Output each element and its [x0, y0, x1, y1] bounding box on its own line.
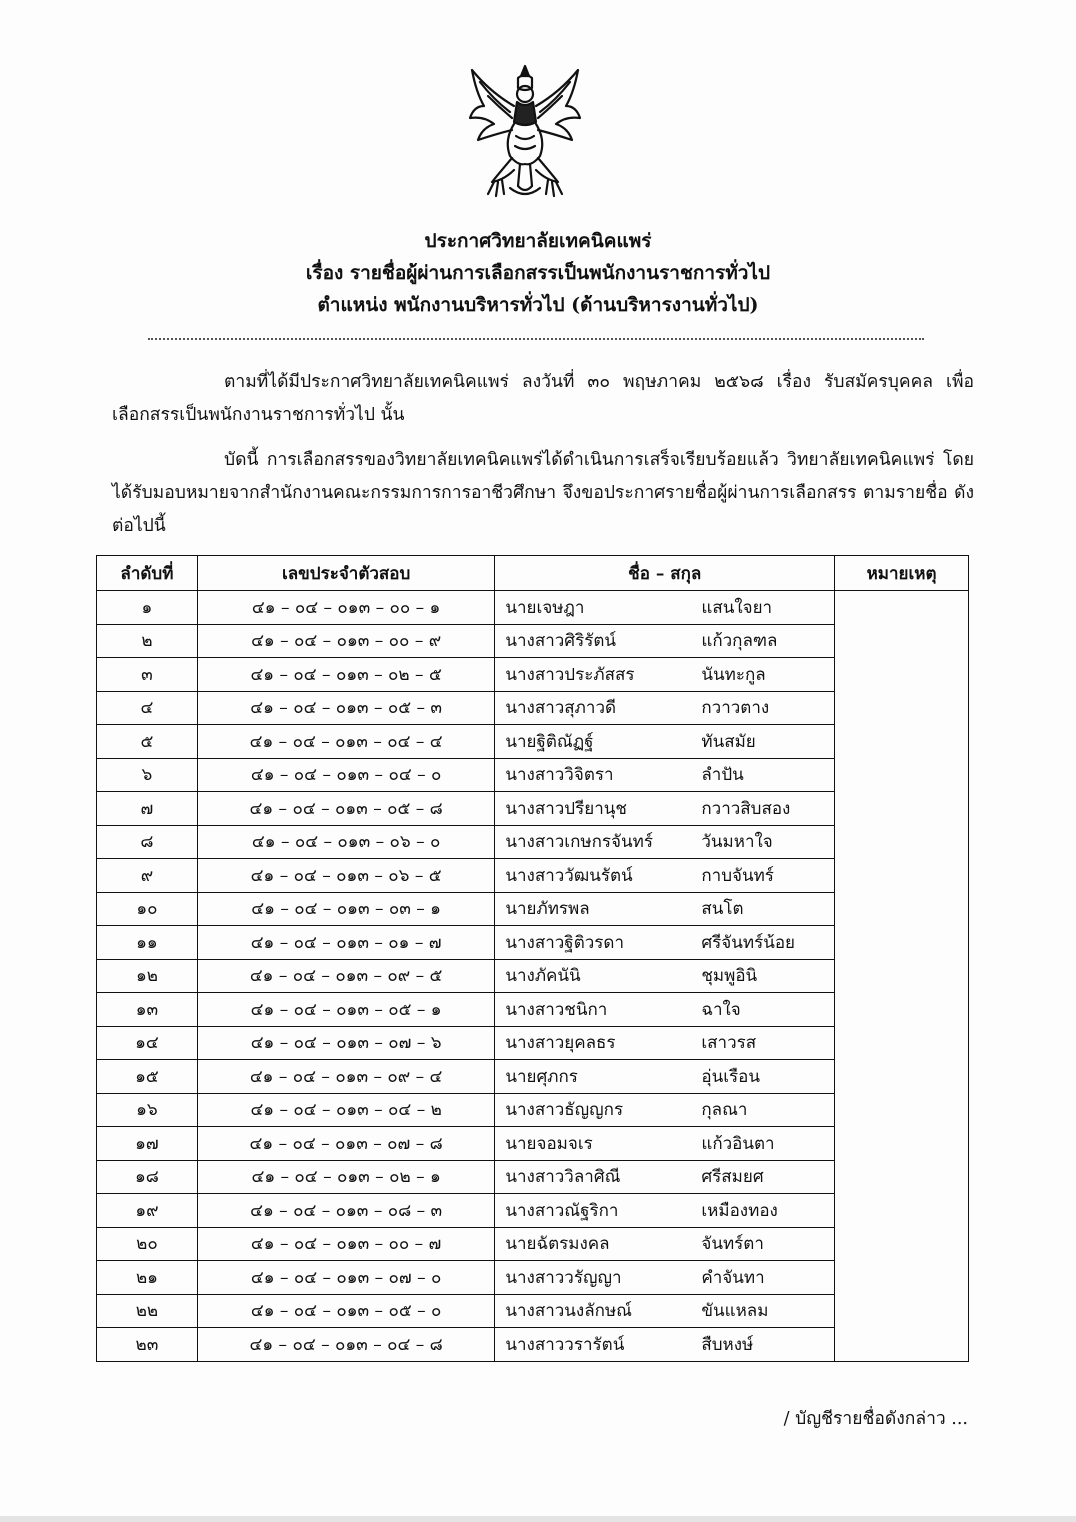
row-first-name: นางสาวเกษกรจันทร์	[505, 832, 653, 853]
row-last-name: แก้วอินตา	[701, 1133, 775, 1154]
row-order: ๒๐	[97, 1227, 198, 1261]
row-first-name: นางสาววรารัตน์	[505, 1334, 625, 1355]
row-exam-id: ๔๑ – ๐๔ – ๐๑๓ – ๐๕ – ๓	[197, 691, 495, 725]
row-full-name	[495, 1060, 835, 1094]
row-remark	[835, 1026, 969, 1060]
row-first-name: นางสาววิจิตรา	[505, 765, 614, 786]
row-remark	[835, 993, 969, 1027]
row-exam-id: ๔๑ – ๐๔ – ๐๑๓ – ๐๔ – ๘	[197, 1328, 495, 1362]
table-header-row	[97, 556, 969, 591]
row-last-name: เหมืองทอง	[701, 1200, 778, 1221]
row-exam-id: ๔๑ – ๐๔ – ๐๑๓ – ๐๘ – ๓	[197, 1194, 495, 1228]
row-full-name	[495, 624, 835, 658]
header-remark: หมายเหตุ	[835, 556, 969, 591]
row-order: ๗	[97, 792, 198, 826]
row-first-name: นางสาวปรียานุช	[505, 798, 627, 819]
table-row	[97, 1026, 969, 1060]
row-first-name: นางสาวธัญญกร	[505, 1100, 624, 1121]
row-order: ๙	[97, 859, 198, 893]
row-exam-id: ๔๑ – ๐๔ – ๐๑๓ – ๐๐ – ๑	[197, 591, 495, 625]
announcement-position: ตำแหน่ง พนักงานบริหารทั่วไป (ด้านบริหารงานทั่วไป)	[317, 294, 759, 316]
table-row	[97, 591, 969, 625]
row-last-name: ศรีจันทร์น้อย	[701, 932, 796, 953]
row-last-name: วันมหาใจ	[701, 832, 773, 853]
row-exam-id: ๔๑ – ๐๔ – ๐๑๓ – ๐๔ – ๐	[197, 758, 495, 792]
row-first-name: นางสาวณัฐริกา	[505, 1200, 619, 1221]
header-order: ลำดับที่	[97, 556, 198, 591]
header-exam-id: เลขประจำตัวสอบ	[197, 556, 495, 591]
row-last-name: ชุมพูอินิ	[701, 966, 758, 987]
row-order: ๒๑	[97, 1261, 198, 1295]
row-remark	[835, 892, 969, 926]
row-full-name	[495, 691, 835, 725]
row-exam-id: ๔๑ – ๐๔ – ๐๑๓ – ๐๗ – ๖	[197, 1026, 495, 1060]
table-row	[97, 892, 969, 926]
table-row	[97, 1093, 969, 1127]
row-full-name	[495, 926, 835, 960]
row-last-name: กาบจันทร์	[701, 865, 774, 886]
row-full-name	[495, 1127, 835, 1161]
table-row	[97, 792, 969, 826]
table-row	[97, 658, 969, 692]
row-exam-id: ๔๑ – ๐๔ – ๐๑๓ – ๐๕ – ๑	[197, 993, 495, 1027]
row-order: ๑๒	[97, 959, 198, 993]
row-last-name: ศรีสมยศ	[701, 1167, 764, 1188]
row-remark	[835, 1328, 969, 1362]
row-last-name: กวาวตาง	[701, 698, 770, 719]
row-last-name: คำจันทา	[701, 1267, 765, 1288]
row-order: ๑๓	[97, 993, 198, 1027]
table-row	[97, 1328, 969, 1362]
row-last-name: กวาวสิบสอง	[701, 798, 791, 819]
row-last-name: ฉาใจ	[701, 999, 741, 1020]
row-first-name: นางสาวศิริรัตน์	[505, 631, 617, 652]
table-row	[97, 1127, 969, 1161]
row-remark	[835, 1227, 969, 1261]
row-exam-id: ๔๑ – ๐๔ – ๐๑๓ – ๐๔ – ๒	[197, 1093, 495, 1127]
row-full-name	[495, 725, 835, 759]
row-full-name	[495, 825, 835, 859]
row-first-name: นางสาววัฒนรัตน์	[505, 865, 633, 886]
row-order: ๕	[97, 725, 198, 759]
row-first-name: นางสาวฐิติวรดา	[505, 932, 624, 953]
row-remark	[835, 591, 969, 625]
garuda-emblem-icon	[466, 62, 584, 202]
row-last-name: ขันแหลม	[701, 1301, 769, 1322]
row-order: ๒	[97, 624, 198, 658]
row-order: ๖	[97, 758, 198, 792]
row-last-name: เสาวรส	[701, 1033, 757, 1054]
row-order: ๑	[97, 591, 198, 625]
row-exam-id: ๔๑ – ๐๔ – ๐๑๓ – ๐๕ – ๐	[197, 1294, 495, 1328]
paragraph-1-text: ตามที่ได้มีประกาศวิทยาลัยเทคนิคแพร่ ลงวันที่ ๓๐ พฤษภาคม ๒๕๖๘ เรื่อง รับสมัครบุคคล เพื่อเลือกสรรเป็นพนักงานราชการทั่วไป นั้น	[112, 372, 974, 425]
table-row	[97, 1194, 969, 1228]
row-remark	[835, 725, 969, 759]
row-exam-id: ๔๑ – ๐๔ – ๐๑๓ – ๐๙ – ๕	[197, 959, 495, 993]
row-last-name: แก้วกุลฑล	[701, 631, 778, 652]
row-remark	[835, 691, 969, 725]
row-last-name: จันทร์ตา	[701, 1234, 764, 1255]
row-remark	[835, 1093, 969, 1127]
table-row	[97, 993, 969, 1027]
row-exam-id: ๔๑ – ๐๔ – ๐๑๓ – ๐๔ – ๔	[197, 725, 495, 759]
row-full-name	[495, 959, 835, 993]
row-order: ๑๗	[97, 1127, 198, 1161]
table-row	[97, 624, 969, 658]
row-last-name: สืบหงษ์	[701, 1334, 754, 1355]
row-exam-id: ๔๑ – ๐๔ – ๐๑๓ – ๐๐ – ๗	[197, 1227, 495, 1261]
row-remark	[835, 1127, 969, 1161]
row-exam-id: ๔๑ – ๐๔ – ๐๑๓ – ๐๙ – ๔	[197, 1060, 495, 1094]
row-full-name	[495, 1328, 835, 1362]
row-exam-id: ๔๑ – ๐๔ – ๐๑๓ – ๐๒ – ๑	[197, 1160, 495, 1194]
row-first-name: นางสาวชนิกา	[505, 999, 608, 1020]
row-order: ๑๑	[97, 926, 198, 960]
row-exam-id: ๔๑ – ๐๔ – ๐๑๓ – ๐๒ – ๕	[197, 658, 495, 692]
row-remark	[835, 758, 969, 792]
row-order: ๓	[97, 658, 198, 692]
row-full-name	[495, 1093, 835, 1127]
table-row	[97, 926, 969, 960]
row-exam-id: ๔๑ – ๐๔ – ๐๑๓ – ๐๗ – ๘	[197, 1127, 495, 1161]
row-remark	[835, 1060, 969, 1094]
row-last-name: ลำปัน	[701, 765, 744, 786]
row-first-name: นายศุภกร	[505, 1066, 578, 1087]
row-remark	[835, 959, 969, 993]
row-first-name: นายจอมจเร	[505, 1133, 593, 1154]
row-remark	[835, 658, 969, 692]
row-full-name	[495, 591, 835, 625]
dotted-divider	[148, 338, 924, 340]
row-last-name: แสนใจยา	[701, 597, 773, 618]
row-first-name: นางสาวนงลักษณ์	[505, 1301, 632, 1322]
row-remark	[835, 1261, 969, 1295]
row-first-name: นางสาวประภัสสร	[505, 664, 635, 685]
table-row	[97, 758, 969, 792]
paragraph-2-text: บัดนี้ การเลือกสรรของวิทยาลัยเทคนิคแพร่ได้ดำเนินการเสร็จเรียบร้อยแล้ว วิทยาลัยเทคนิคแพร่ โดยได้รับมอบหมายจากสำนักงานคณะกรรมการการอาชีวศึกษา จึงขอประกาศรายชื่อผู้ผ่านการเลือกสรร ตามรายชื่อ ดังต่อไปนี้	[112, 450, 974, 536]
table-body	[97, 591, 969, 1362]
row-exam-id: ๔๑ – ๐๔ – ๐๑๓ – ๐๗ – ๐	[197, 1261, 495, 1295]
row-last-name: สนโต	[701, 899, 744, 920]
row-exam-id: ๔๑ – ๐๔ – ๐๑๓ – ๐๖ – ๐	[197, 825, 495, 859]
scan-edge	[0, 1516, 1076, 1522]
table-row	[97, 959, 969, 993]
announcement-title: ประกาศวิทยาลัยเทคนิคแพร่	[424, 230, 652, 252]
row-full-name	[495, 859, 835, 893]
paragraph-1	[112, 366, 974, 432]
row-first-name: นางสาวยุคลธร	[505, 1033, 616, 1054]
row-order: ๔	[97, 691, 198, 725]
row-last-name: กุลณา	[701, 1100, 748, 1121]
row-full-name	[495, 1294, 835, 1328]
row-first-name: นายภัทรพล	[505, 899, 590, 920]
row-order: ๑๙	[97, 1194, 198, 1228]
row-remark	[835, 1160, 969, 1194]
row-exam-id: ๔๑ – ๐๔ – ๐๑๓ – ๐๑ – ๗	[197, 926, 495, 960]
row-first-name: นางสาววรัญญา	[505, 1267, 622, 1288]
row-remark	[835, 1194, 969, 1228]
paragraph-2	[112, 444, 974, 543]
table-row	[97, 1261, 969, 1295]
row-full-name	[495, 658, 835, 692]
row-first-name: นายเจษฎา	[505, 597, 585, 618]
row-exam-id: ๔๑ – ๐๔ – ๐๑๓ – ๐๐ – ๙	[197, 624, 495, 658]
row-remark	[835, 624, 969, 658]
table-row	[97, 825, 969, 859]
row-exam-id: ๔๑ – ๐๔ – ๐๑๓ – ๐๖ – ๕	[197, 859, 495, 893]
row-last-name: ทันสมัย	[701, 731, 756, 752]
announcement-subject: เรื่อง รายชื่อผู้ผ่านการเลือกสรรเป็นพนักงานราชการทั่วไป	[305, 262, 771, 284]
header-name: ชื่อ – สกุล	[495, 556, 835, 591]
row-full-name	[495, 1194, 835, 1228]
row-order: ๑๔	[97, 1026, 198, 1060]
row-full-name	[495, 892, 835, 926]
row-remark	[835, 1294, 969, 1328]
row-full-name	[495, 993, 835, 1027]
row-full-name	[495, 1261, 835, 1295]
row-exam-id: ๔๑ – ๐๔ – ๐๑๓ – ๐๕ – ๘	[197, 792, 495, 826]
row-last-name: อุ่นเรือน	[701, 1066, 760, 1087]
row-first-name: นางสาววิลาศิณี	[505, 1167, 621, 1188]
row-first-name: นายฉัตรมงคล	[505, 1234, 610, 1255]
row-order: ๑๖	[97, 1093, 198, 1127]
continuation-note: / บัญชีรายชื่อดังกล่าว ...	[783, 1409, 968, 1429]
row-remark	[835, 825, 969, 859]
candidate-table	[96, 555, 969, 1362]
row-remark	[835, 926, 969, 960]
row-full-name	[495, 1227, 835, 1261]
table-row	[97, 1060, 969, 1094]
row-order: ๑๕	[97, 1060, 198, 1094]
row-full-name	[495, 1026, 835, 1060]
row-first-name: นายฐิติณัฏฐ์	[505, 731, 594, 752]
table-row	[97, 725, 969, 759]
row-first-name: นางสาวสุภาวดี	[505, 698, 617, 719]
row-order: ๒๓	[97, 1328, 198, 1362]
table-row	[97, 1227, 969, 1261]
table-row	[97, 859, 969, 893]
row-order: ๘	[97, 825, 198, 859]
table-row	[97, 1160, 969, 1194]
table-row	[97, 691, 969, 725]
row-full-name	[495, 792, 835, 826]
row-first-name: นางภัคนันิ	[505, 966, 581, 987]
row-order: ๑๐	[97, 892, 198, 926]
row-remark	[835, 792, 969, 826]
row-order: ๑๘	[97, 1160, 198, 1194]
row-order: ๒๒	[97, 1294, 198, 1328]
row-full-name	[495, 1160, 835, 1194]
table-row	[97, 1294, 969, 1328]
row-remark	[835, 859, 969, 893]
row-full-name	[495, 758, 835, 792]
row-exam-id: ๔๑ – ๐๔ – ๐๑๓ – ๐๓ – ๑	[197, 892, 495, 926]
row-last-name: นันทะกูล	[701, 664, 766, 685]
